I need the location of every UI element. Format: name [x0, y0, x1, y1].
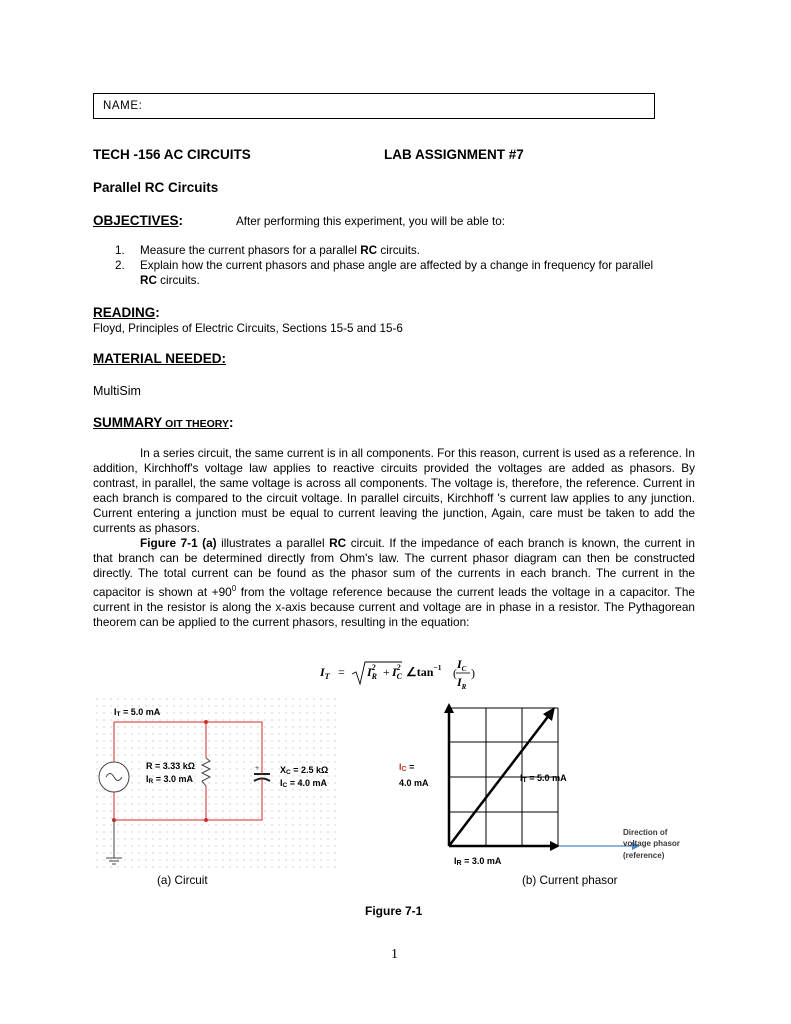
objectives-heading: OBJECTIVES: [93, 213, 184, 228]
eq-close-paren: ) [471, 666, 475, 680]
name-field-box[interactable] [93, 93, 655, 119]
svg-text:Direction of: Direction of [623, 828, 668, 837]
phasor-ir-label: IR = 3.0 mA [454, 856, 502, 867]
phasor-it-label: IT = 5.0 mA [520, 773, 567, 784]
svg-text:voltage phasor: voltage phasor [623, 839, 680, 848]
circuit-diagram [96, 698, 340, 870]
eq-term1: $I^2$ R [367, 663, 378, 681]
page-number: 1 [391, 947, 398, 962]
course-title: TECH -156 AC CIRCUITS [93, 147, 251, 162]
subtitle: Parallel RC Circuits [93, 180, 219, 195]
summary-paragraph-2: Figure 7-1 (a) illustrates a parallel RC circuit. If the impedance of each branch is known, the current in that branch can be determined directly from Ohm's law. The current phasor diagram can then be constructed directly. The total current can be found as the phasor sum of the currents in each branch. The current in the capacitor is shown at $+90^0$ from the voltage reference because the current leads the voltage in a capacitor. The current in the resistor is along the x-axis because current and voltage are in phase in a resistor. The Pythagorean theorem can be applied to the current phasors, resulting in the equation: [93, 536, 695, 629]
eq-open-paren: ( [453, 666, 457, 680]
eq-equals: = [338, 665, 345, 679]
eq-angle-tan: $\angle\tan^{-1}$ [406, 663, 442, 679]
reference-label [623, 828, 680, 860]
material-heading: MATERIAL NEEDED: [93, 351, 227, 366]
capacitor-plus-sign: + [255, 765, 260, 772]
list-item: 2. Explain how the current phasors and phase angle are affected by a change in frequency for parallel RC circuits. [115, 259, 654, 287]
eq-denominator: $I_R$ [457, 675, 467, 691]
pythagorean-equation [310, 654, 485, 694]
summary-paragraph-1: In a series circuit, the same current is in all components. For this reason, current is used as a reference. In addition, Kirchhoff's voltage law applies to reactive circuits provided the voltages are added as phasors. By contrast, in parallel, the same voltage is across all components. The voltage is, therefore, the reference. Current in each branch is compared to the circuit voltage. In parallel circuits, Kirchhoff 's current law applies to any junction. Current entering a junction must be equal to current leaving the junction, Again, care must be taken to add the currents as phasors. [93, 446, 695, 535]
ic-phasor-arrow [444, 703, 454, 846]
ir-phasor-arrow [449, 841, 560, 851]
phasor-ic-label: IC = [399, 762, 415, 773]
caption-a: (a) Circuit [157, 874, 208, 887]
eq-plus: + [383, 665, 390, 679]
reading-text: Floyd, Principles of Electric Circuits, Sections 15-5 and 15-6 [93, 322, 403, 335]
summary-heading: SUMMARY OIT THEORY: [93, 415, 234, 430]
eq-lhs: $I_T$ [320, 665, 330, 681]
objectives-intro: After performing this experiment, you will be able to: [236, 215, 505, 228]
junction-bottom [204, 818, 208, 822]
figure-label: Figure 7-1 [365, 904, 423, 918]
phasor-diagram [392, 700, 722, 872]
circuit-ir-label: IR = 3.0 mA [146, 774, 193, 785]
circuit-xc-label: XC = 2.5 kΩ [280, 765, 329, 776]
circuit-it-label: IT = 5.0 mA [114, 707, 161, 718]
phasor-ic-value: 4.0 mA [399, 778, 429, 788]
objectives-list [93, 243, 673, 288]
list-item: 1. Measure the current phasors for a parallel RC circuits. [115, 244, 420, 257]
junction-top [204, 720, 208, 724]
eq-term2: $I^2$ C [392, 663, 403, 681]
eq-numerator: $I_C$ [457, 657, 467, 673]
reading-heading: READING: [93, 305, 160, 320]
name-label: NAME: [103, 100, 143, 112]
summary-body [93, 446, 695, 630]
material-text: MultiSim [93, 384, 141, 398]
svg-text:(reference): (reference) [623, 851, 665, 860]
assignment-title: LAB ASSIGNMENT #7 [384, 147, 524, 162]
circuit-r-label: R = 3.33 kΩ [146, 761, 195, 771]
caption-b: (b) Current phasor [522, 874, 618, 887]
circuit-ic-label: IC = 4.0 mA [280, 778, 327, 789]
